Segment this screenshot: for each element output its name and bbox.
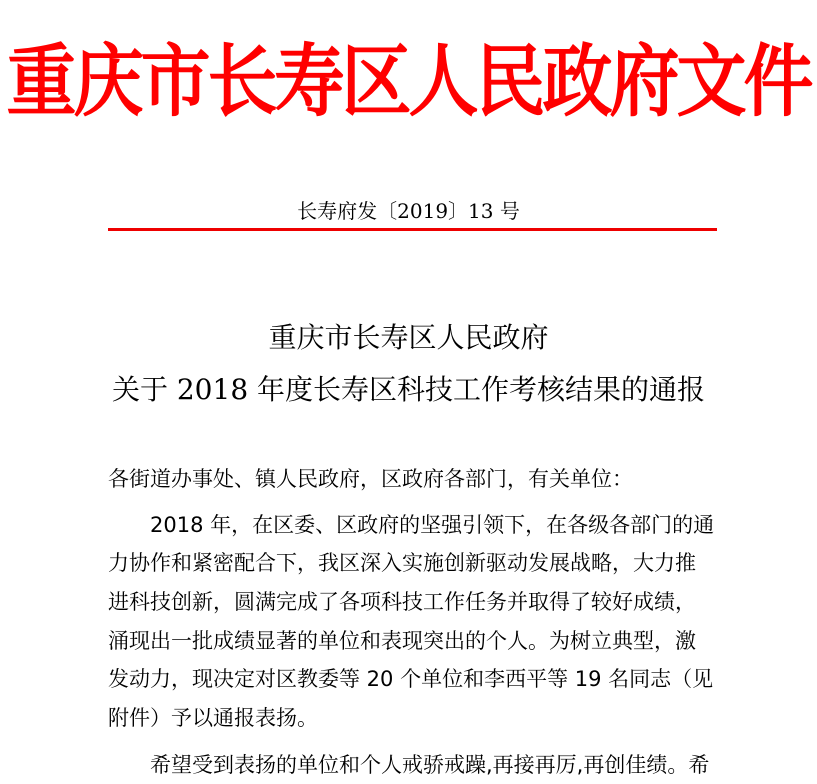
body-line: 进科技创新，圆满完成了各项科技工作任务并取得了较好成绩， (108, 590, 696, 614)
document-masthead: 重庆市长寿区人民政府文件 (6, 35, 811, 128)
body-line: 发动力，现决定对区教委等 20 个单位和李西平等 19 名同志（见 (108, 667, 714, 691)
red-divider-line (108, 228, 717, 231)
document-number: 长寿府发〔2019〕13 号 (297, 199, 520, 223)
body-line: 涌现出一批成绩显著的单位和表现突出的个人。为树立典型，激 (108, 629, 696, 653)
body-line: 附件）予以通报表扬。 (108, 706, 318, 730)
body-line: 力协作和紧密配合下，我区深入实施创新驱动发展战略，大力推 (108, 551, 696, 575)
body-line: 希望受到表扬的单位和个人戒骄戒躁,再接再厉,再创佳绩。希 (150, 753, 710, 777)
body-line: 2018 年，在区委、区政府的坚强引领下，在各级各部门的通 (150, 513, 715, 537)
salutation: 各街道办事处、镇人民政府，区政府各部门，有关单位： (108, 467, 633, 491)
document-title-line-1: 重庆市长寿区人民政府 (268, 321, 549, 354)
document-title-line-2: 关于 2018 年度长寿区科技工作考核结果的通报 (111, 373, 706, 406)
